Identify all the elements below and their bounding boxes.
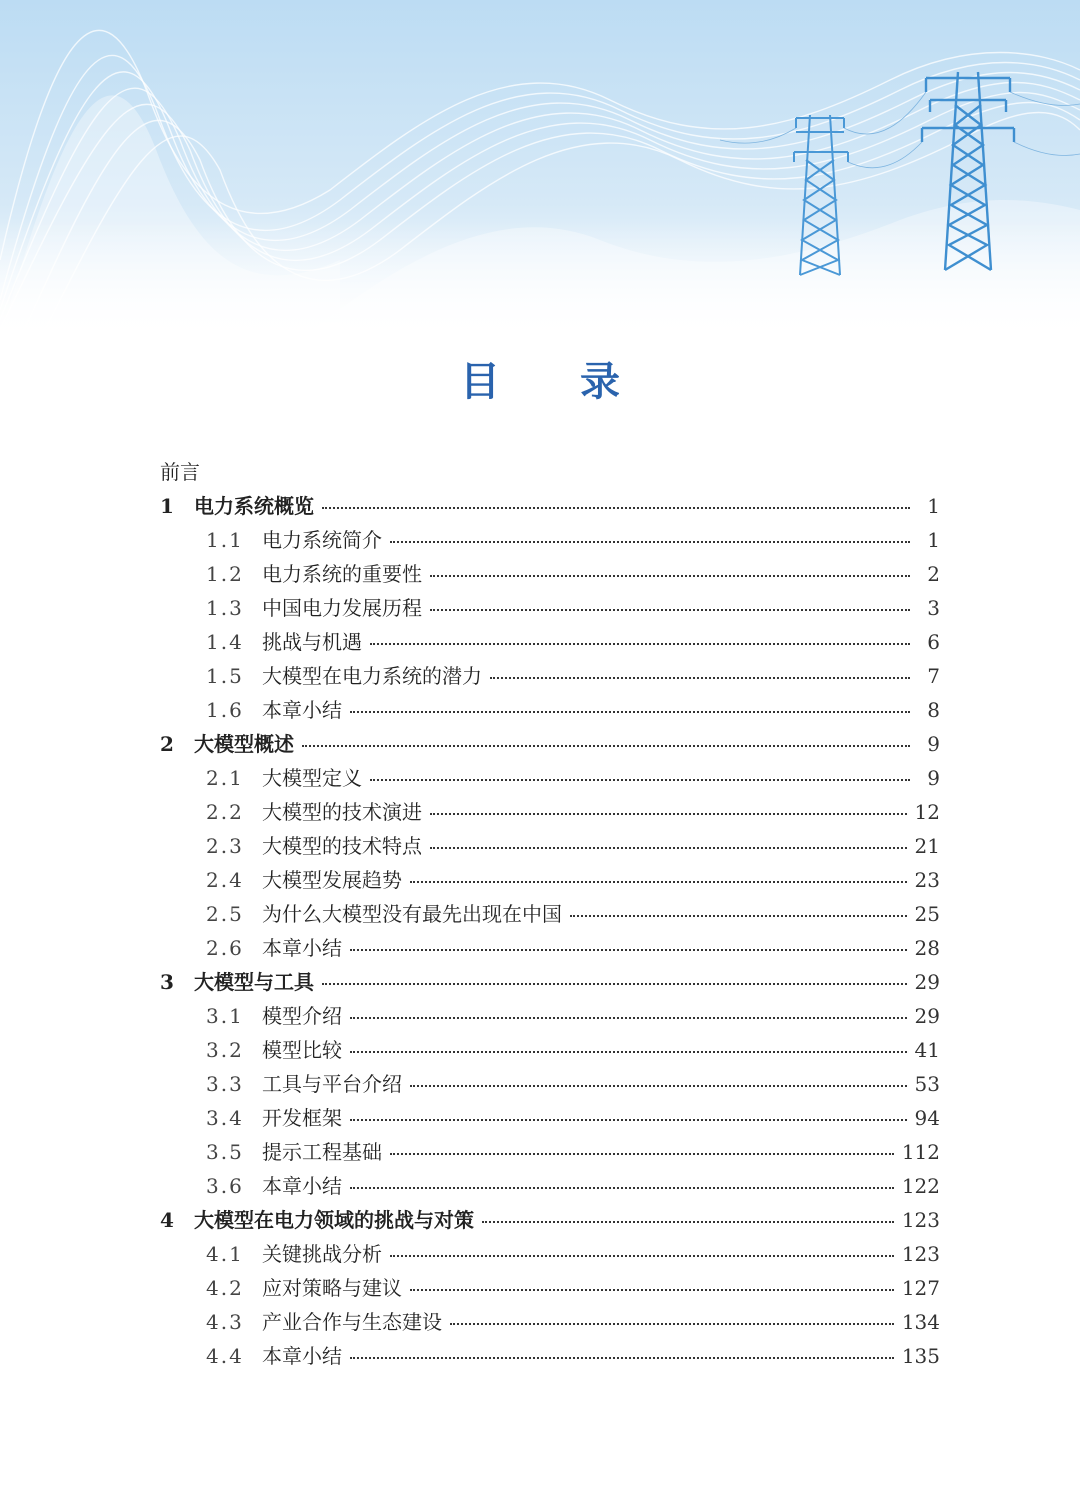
toc-entry-title: 本章小结 [262,1174,342,1198]
toc-entry-title: 本章小结 [262,1344,342,1368]
toc-entry-title: 大模型与工具 [194,970,314,994]
toc-page-number: 112 [901,1140,940,1164]
toc-page-number: 25 [914,902,940,926]
toc-chapter-row[interactable] [160,727,940,761]
toc-page-number: 123 [901,1242,940,1266]
toc-chapter-row[interactable] [160,489,940,523]
toc-section-row[interactable] [160,863,940,897]
toc-entry-title: 模型介绍 [262,1004,342,1028]
toc-dot-leader [322,507,910,509]
toc-dot-leader [450,1323,894,1325]
toc-dot-leader [570,915,907,917]
toc-dot-leader [490,677,910,679]
toc-chapter-row[interactable] [160,965,940,999]
toc-section-row[interactable] [160,1033,940,1067]
toc-page-number: 7 [927,664,940,688]
toc-dot-leader [482,1221,894,1223]
toc-entry-title: 电力系统简介 [262,528,382,552]
toc-page-number: 1 [927,494,940,518]
toc-section-row[interactable] [160,1305,940,1339]
toc-section-row[interactable] [160,1135,940,1169]
toc-page-number: 41 [914,1038,940,1062]
toc-entry-title: 关键挑战分析 [262,1242,382,1266]
toc-entry-number: 2.5 [206,902,244,926]
toc-entry-number: 4.1 [206,1242,244,1266]
toc-dot-leader [350,949,907,951]
toc-entry-title: 中国电力发展历程 [262,596,422,620]
toc-entry-number: 1.6 [206,698,244,722]
toc-page-number: 135 [901,1344,940,1368]
toc-entry-number: 1.1 [206,528,244,552]
toc-entry-number: 2.3 [206,834,244,858]
toc-dot-leader [390,1255,894,1257]
toc-page-number: 29 [914,1004,940,1028]
toc-section-row[interactable] [160,897,940,931]
toc-page-number: 9 [927,732,940,756]
toc-entry-number: 3.4 [206,1106,244,1130]
toc-entry-title: 挑战与机遇 [262,630,362,654]
header-banner [0,0,1080,340]
toc-dot-leader [302,745,910,747]
toc-entry-number: 2.1 [206,766,244,790]
toc-entry-number: 2.6 [206,936,244,960]
toc-entry-title: 大模型定义 [262,766,362,790]
page-title [0,350,1080,407]
toc-page-number: 29 [914,970,940,994]
toc-entry-title: 开发框架 [262,1106,342,1130]
toc-page-number: 12 [914,800,940,824]
toc-page-number: 21 [914,834,940,858]
toc-page-number: 3 [927,596,940,620]
toc-page-number: 2 [927,562,940,586]
toc-page-number: 122 [901,1174,940,1198]
toc-entry-title: 模型比较 [262,1038,342,1062]
title-char-2: 录 [580,359,620,405]
toc-page-number: 1 [927,528,940,552]
title-char-1: 目 [460,359,500,405]
toc-entry-number: 3 [160,970,174,994]
toc-dot-leader [410,1289,894,1291]
toc-entry-number: 1 [160,494,174,518]
toc-entry-number: 3.6 [206,1174,244,1198]
toc-section-row[interactable] [160,625,940,659]
toc-dot-leader [350,1357,894,1359]
toc-dot-leader [350,1051,907,1053]
toc-page-number: 8 [927,698,940,722]
toc-section-row[interactable] [160,659,940,693]
toc-dot-leader [430,847,907,849]
toc-page-number: 6 [927,630,940,654]
toc-section-row[interactable] [160,693,940,727]
toc-entry-title: 电力系统概览 [194,494,314,518]
toc-section-row[interactable] [160,1067,940,1101]
toc-entry-title: 大模型在电力系统的潜力 [262,664,482,688]
toc-section-row[interactable] [160,795,940,829]
toc-preface[interactable]: 前言 [160,460,200,484]
toc-dot-leader [390,1153,894,1155]
toc-dot-leader [370,779,910,781]
toc-entry-number: 4.4 [206,1344,244,1368]
toc-page-number: 127 [901,1276,940,1300]
toc-section-row[interactable] [160,1339,940,1373]
toc-entry-number: 1.2 [206,562,244,586]
toc-entry-number: 4.3 [206,1310,244,1334]
toc-page-number: 9 [927,766,940,790]
toc-section-row[interactable] [160,1169,940,1203]
toc-section-row[interactable] [160,1237,940,1271]
toc-entry-title: 产业合作与生态建设 [262,1310,442,1334]
toc-dot-leader [350,711,910,713]
toc-page-number: 53 [914,1072,940,1096]
toc-chapter-row[interactable] [160,1203,940,1237]
toc-section-row[interactable] [160,931,940,965]
toc-entry-number: 1.5 [206,664,244,688]
toc-page-number: 123 [901,1208,940,1232]
toc-entry-number: 2.4 [206,868,244,892]
toc-entry-title: 为什么大模型没有最先出现在中国 [262,902,562,926]
toc-entry-title: 工具与平台介绍 [262,1072,402,1096]
table-of-contents [160,455,940,1373]
toc-section-row[interactable] [160,1101,940,1135]
toc-dot-leader [350,1187,894,1189]
toc-section-row[interactable] [160,1271,940,1305]
toc-entry-number: 3.3 [206,1072,244,1096]
toc-section-row[interactable] [160,557,940,591]
toc-entry-title: 大模型的技术特点 [262,834,422,858]
toc-entry-number: 3.2 [206,1038,244,1062]
toc-entry-title: 大模型发展趋势 [262,868,402,892]
toc-dot-leader [430,575,910,577]
toc-entry-number: 3.5 [206,1140,244,1164]
toc-page-number: 94 [914,1106,940,1130]
toc-section-row[interactable] [160,999,940,1033]
toc-section-row[interactable] [160,523,940,557]
toc-entry-number: 1.4 [206,630,244,654]
toc-dot-leader [410,1085,907,1087]
toc-page-number: 28 [914,936,940,960]
toc-entry-number: 2.2 [206,800,244,824]
toc-entry-number: 1.3 [206,596,244,620]
toc-entry-number: 4 [160,1208,174,1232]
toc-entry-title: 大模型的技术演进 [262,800,422,824]
toc-entry-title: 提示工程基础 [262,1140,382,1164]
toc-dot-leader [322,983,907,985]
toc-dot-leader [430,609,910,611]
toc-entry-title: 大模型在电力领域的挑战与对策 [194,1208,474,1232]
toc-dot-leader [350,1017,907,1019]
toc-entry-title: 电力系统的重要性 [262,562,422,586]
toc-entry-title: 本章小结 [262,698,342,722]
toc-dot-leader [350,1119,907,1121]
toc-page-number: 23 [914,868,940,892]
toc-section-row[interactable] [160,761,940,795]
toc-section-row[interactable] [160,591,940,625]
toc-entry-title: 大模型概述 [194,732,294,756]
toc-dot-leader [430,813,907,815]
toc-dot-leader [390,541,910,543]
toc-page-number: 134 [901,1310,940,1334]
toc-entry-number: 2 [160,732,174,756]
toc-entry-number: 3.1 [206,1004,244,1028]
toc-entry-number: 4.2 [206,1276,244,1300]
toc-entry-title: 本章小结 [262,936,342,960]
toc-section-row[interactable] [160,829,940,863]
toc-dot-leader [410,881,907,883]
toc-dot-leader [370,643,910,645]
toc-entry-title: 应对策略与建议 [262,1276,402,1300]
